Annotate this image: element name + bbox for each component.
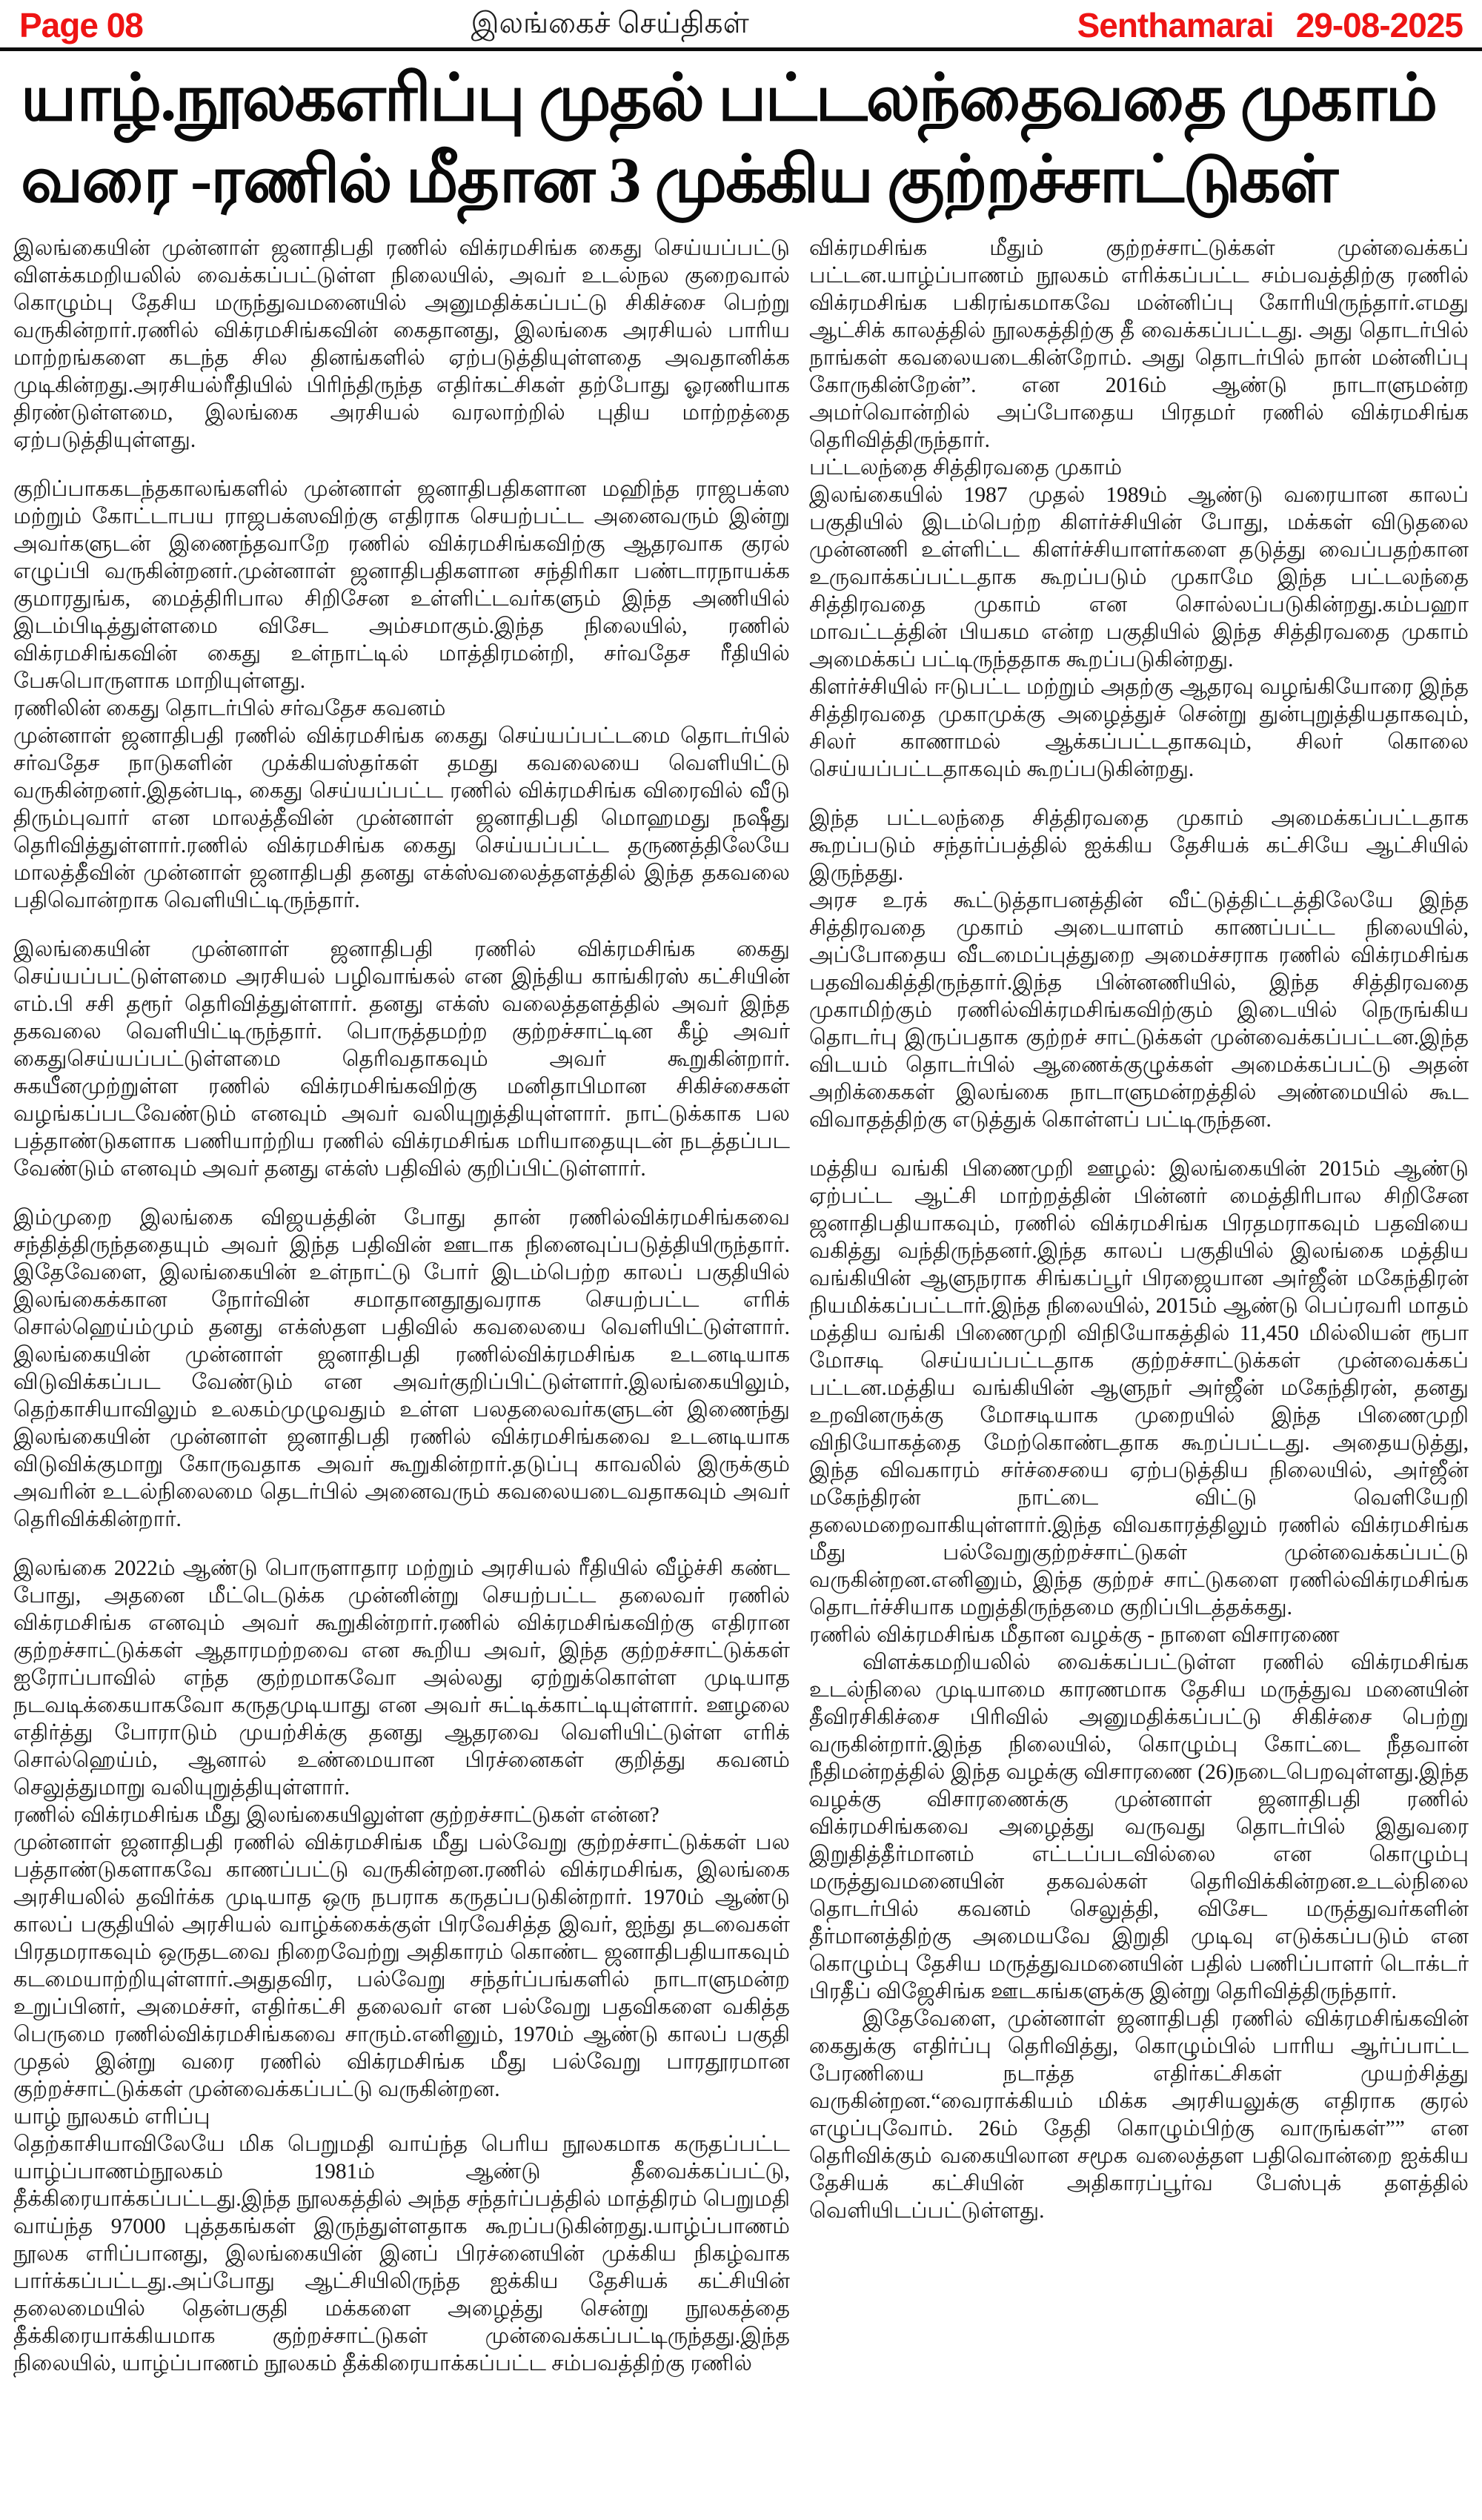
body-paragraph: கிளர்ச்சியில் ஈடுபட்ட மற்றும் அதற்கு ஆதரவு வழங்கியோரை இந்த சித்திரவதை முகாமுக்கு அழைத்துச் சென்று துன்புறுத்தியதாகவும், சிலர் காணாமல் ஆக்கப்பட்டதாகவும், சிலர் கொலை செய்யப்பட்டதாகவும் கூறப்படுகின்றது.: [809, 675, 1469, 781]
article-body: [0, 225, 1482, 2378]
body-paragraph: மத்திய வங்கி பிணைமுறி ஊழல்: இலங்கையின் 2015ம் ஆண்டு ஏற்பட்ட ஆட்சி மாற்றத்தின் பின்னர் மைத்திரிபால சிறிசேன ஜனாதிபதியாகவும், ரணில் விக்ரமசிங்க பிரதமராகவும் பதவியை வகித்து வந்திருந்தனர்.இந்த காலப் பகுதியில் இலங்கை மத்திய வங்கியின் ஆளுநராக சிங்கப்பூர் பிரஜையான அர்ஜீன் மகேந்திரன் நியமிக்கப்பட்டார்.இந்த நிலையில், 2015ம் ஆண்டு பெப்ரவரி மாதம் மத்திய வங்கி பிணைமுறி விநியோகத்தில் 11,450 மில்லியன் ரூபா மோசடி செய்யப்பட்டதாக குற்றச்சாட்டுக்கள் முன்வைக்கப் பட்டன.மத்திய வங்கியின் ஆளுநர் அர்ஜீன் மகேந்திரன், தனது உறவினருக்கு மோசடியாக முறையில் இந்த பிணைமுறி விநியோகத்தை மேற்கொண்டதாக கூறப்பட்டது. அதையடுத்து, இந்த விவகாரம் சர்ச்சையை ஏற்படுத்திய நிலையில், அர்ஜீன் மகேந்திரன் நாட்டை விட்டு வெளியேறி தலைமறைவாகியுள்ளார்.இந்த விவகாரத்திலும் ரணில் விக்ரமசிங்க மீது பல்வேறுகுற்றச்சாட்டுகள் முன்வைக்கப்பட்டு வருகின்றன.எனினும், இந்த குற்றச் சாட்டுகளை ரணில்விக்ரமசிங்க தொடர்ச்சியாக மறுத்திருந்தமை குறிப்பிடத்தக்கது.: [809, 1157, 1469, 1619]
body-paragraph: விக்ரமசிங்க மீதும் குற்றச்சாட்டுக்கள் முன்வைக்கப் பட்டன.யாழ்ப்பாணம் நூலகம் எரிக்கப்பட்ட சம்பவத்திற்கு ரணில் விக்ரமசிங்க பகிரங்கமாகவே மன்னிப்பு கோரியிருந்தார்.எமது ஆட்சிக் காலத்தில் நூலகத்திற்கு தீ வைக்கப்பட்டது. அது தொடர்பில் நாங்கள் கவலையடைகின்றோம். அது தொடர்பில் நான் மன்னிப்பு கோருகின்றேன்”. என 2016ம் ஆண்டு நாடாளுமன்ற அமர்வொன்றில் அப்போதைய பிரதமர் ரணில் விக்ரமசிங்க தெரிவித்திருந்தார்.: [809, 236, 1469, 452]
body-paragraph: இந்த பட்டலந்தை சித்திரவதை முகாம் அமைக்கப்பட்டதாக கூறப்படும் சந்தர்ப்பத்தில் ஐக்கிய தேசியக் கட்சியே ஆட்சியில் இருந்தது.: [809, 806, 1469, 885]
section-heading: ரணில் விக்ரமசிங்க மீதான வழக்கு - நாளை விசாரணை: [809, 1623, 1340, 1647]
page-number-label: Page 08: [19, 6, 143, 44]
section-heading: பட்டலந்தை சித்திரவதை முகாம்: [809, 456, 1123, 480]
body-paragraph: இலங்கை 2022ம் ஆண்டு பொருளாதார மற்றும் அரசியல் ரீதியில் வீழ்ச்சி கண்ட போது, அதனை மீட்டெடுக்க முன்னின்று செயற்பட்ட தலைவர் ரணில் விக்ரமசிங்க எனவும் அவர் கூறுகின்றார்.ரணில் விக்ரமசிங்கவிற்கு எதிரான குற்றச்சாட்டுக்கள் ஆதாரமற்றவை என கூறிய அவர், இந்த குற்றச்சாட்டுக்கள் ஐரோப்பாவில் எந்த குற்றமாகவோ அல்லது ஏற்றுக்கொள்ள முடியாத நடவடிக்கையாகவோ கருதமுடியாது என அவர் சுட்டிக்காட்டியுள்ளார். ஊழலை எதிர்த்து போராடும் முயற்சிக்கு தனது ஆதரவை வெளியிட்டுள்ள எரிக் சொல்ஹெய்ம், ஆனால் உண்மையான பிரச்னைகள் குறித்து கவனம் செலுத்துமாறு வலியுறுத்தியுள்ளார்.: [13, 1556, 790, 1800]
body-paragraph: இலங்கையின் முன்னாள் ஜனாதிபதி ரணில் விக்ரமசிங்க கைது செய்யப்பட்டுள்ளமை அரசியல் பழிவாங்கல் என இந்திய காங்கிரஸ் கட்சியின் எம்.பி சசி தரூர் தெரிவித்துள்ளார். தனது எக்ஸ் வலைத்தளத்தில் அவர் இந்த தகவலை வெளியிட்டிருந்தார். பொருத்தமற்ற குற்றச்சாட்டின கீழ் அவர் கைதுசெய்யப்பட்டுள்ளமை தெரிவதாகவும் அவர் கூறுகின்றார். சுகயீனமுற்றுள்ள ரணில் விக்ரமசிங்கவிற்கு மனிதாபிமான சிகிச்சைகள் வழங்கப்படவேண்டும் எனவும் அவர் வலியுறுத்தியுள்ளார். நாட்டுக்காக பல பத்தாண்டுகளாக பணியாற்றிய ரணில் விக்ரமசிங்க மரியாதையுடன் நடத்தப்பட வேண்டும் எனவும் அவர் தனது எக்ஸ் பதிவில் குறிப்பிட்டுள்ளார்.: [13, 938, 790, 1181]
issue-info: [1077, 5, 1463, 45]
body-paragraph: இலங்கையின் முன்னாள் ஜனாதிபதி ரணில் விக்ரமசிங்க கைது செய்யப்பட்டு விளக்கமறியலில் வைக்கப்பட்டுள்ள நிலையில், அவர் உடல்நல குறைவால் கொழும்பு தேசிய மருந்துவமனையில் அனுமதிக்கப்பட்டு சிகிச்சை பெற்று வருகின்றார்.ரணில் விக்ரமசிங்கவின் கைதானது, இலங்கை அரசியல் பாரிய மாற்றங்களை கடந்த சில தினங்களில் ஏற்படுத்தியுள்ளதை அவதானிக்க முடிகின்றது.அரசியல்ரீதியில் பிரிந்திருந்த எதிர்கட்சிகள் தற்போது ஓரணியாக திரண்டுள்ளமை, இலங்கை அரசியல் வரலாற்றில் புதிய மாற்றத்தை ஏற்படுத்தியுள்ளது.: [13, 236, 790, 452]
body-paragraph: முன்னாள் ஜனாதிபதி ரணில் விக்ரமசிங்க கைது செய்யப்பட்டமை தொடர்பில் சர்வதேச நாடுகளின் முக்கியஸ்தர்கள் தமது கவலையை வெளியிட்டு வருகின்றனர்.இதன்படி, கைது செய்யப்பட்ட ரணில் விக்ரமசிங்க விரைவில் வீடு திரும்புவார் என மாலத்தீவின் முன்னாள் ஜனாதிபதி மொஹமது நஷீது தெரிவித்துள்ளார்.ரணில் விக்ரமசிங்க கைது செய்யப்பட்ட தருணத்திலேயே மாலத்தீவின் முன்னாள் ஜனாதிபதி தனது எக்ஸ்வலைத்தளத்தில் இந்த தகவலை பதிவொன்றாக வெளியிட்டிருந்தார்.: [13, 724, 790, 912]
headline-line-2: வரை -ரணில் மீதான 3 முக்கிய குற்றச்சாட்டுகள்: [21, 145, 1338, 216]
section-heading: ரணிலின் கைது தொடர்பில் சர்வதேச கவனம்: [13, 697, 446, 720]
paper-name: Senthamarai: [1077, 6, 1274, 44]
body-paragraph: அரச உரக் கூட்டுத்தாபனத்தின் வீட்டுத்திட்டத்திலேயே இந்த சித்திரவதை முகாம் அடையாளம் காணப்பட்ட நிலையில், அப்போதைய வீடமைப்புத்துறை அமைச்சராக ரணில் விக்ரமசிங்க பதவிவகித்திருந்தார்.இந்த பின்னணியில், இந்த சித்திரவதை முகாமிற்கும் ரணில்விக்ரமசிங்கவிற்கும் இடையில் நெருங்கிய தொடர்பு இருப்பதாக குற்றச் சாட்டுக்கள் முன்வைக்கப்பட்டன.இந்த விடயம் தொடர்பில் ஆணைக்குழுக்கள் அமைக்கப்பட்டு அதன் அறிக்கைகள் இலங்கை நாடாளுமன்றத்தில் அண்மையில் கூட விவாதத்திற்கு எடுத்துக் கொள்ளப் பட்டிருந்தன.: [809, 889, 1469, 1132]
body-paragraph: முன்னாள் ஜனாதிபதி ரணில் விக்ரமசிங்க மீது பல்வேறு குற்றச்சாட்டுக்கள் பல பத்தாண்டுகளாகவே காணப்பட்டு வருகின்றன.ரணில் விக்ரமசிங்க, இலங்கை அரசியலில் தவிர்க்க முடியாத ஒரு நபராக கருதப்படுகின்றார். 1970ம் ஆண்டு காலப் பகுதியில் அரசியல் வாழ்க்கைக்குள் பிரவேசித்த இவர், ஐந்து தடவைகள் பிரதமராகவும் ஒருதடவை நிறைவேற்று அதிகாரம் கொண்ட ஜனாதிபதியாகவும் கடமையாற்றியுள்ளார்.அதுதவிர, பல்வேறு சந்தர்ப்பங்களில் நாடாளுமன்ற உறுப்பினர், அமைச்சர், எதிர்கட்சி தலைவர் என பல்வேறு பதவிகளை வகித்த பெருமை ரணில்விக்ரமசிங்கவை சாரும்.எனினும், 1970ம் ஆண்டு காலப் பகுதி முதல் இன்று வரை ரணில் விக்ரமசிங்க மீது பல்வேறு பாரதூரமான குற்றச்சாட்டுக்கள் முன்வைக்கப்பட்டு வருகின்றன.: [13, 1831, 790, 2101]
section-heading: ரணில் விக்ரமசிங்க மீது இலங்கையிலுள்ள குற்றச்சாட்டுகள் என்ன?: [13, 1803, 659, 1827]
main-headline: [0, 51, 1482, 225]
body-paragraph: இம்முறை இலங்கை விஜயத்தின் போது தான் ரணில்விக்ரமசிங்கவை சந்தித்திருந்ததையும் அவர் இந்த பதிவின் ஊடாக நினைவுப்படுத்தியிருந்தார். இதேவேளை, இலங்கையின் உள்நாட்டு போர் இடம்பெற்ற காலப் பகுதியில் இலங்கைக்கான நோர்வின் சமாதானதூதுவராக செயற்பட்ட எரிக் சொல்ஹெய்ம்மும் தனது எக்ஸ்தள பதிவில் கவலையை வெளியிட்டுள்ளார். இலங்கையின் முன்னாள் ஜனாதிபதி ரணில்விக்ரமசிங்க உடனடியாக விடுவிக்கப்பட வேண்டும் என அவர்குறிப்பிட்டுள்ளார்.இலங்கையிலும், தெற்காசியாவிலும் உலகம்முழுவதும் உள்ள பலதலைவர்களுடன் இணைந்து இலங்கையின் முன்னாள் ஜனாதிபதி ரணில் விக்ரமசிங்கவை உடனடியாக விடுவிக்குமாறு கோருவதாக அவர் கூறுகின்றார்.தடுப்பு காவலில் இருக்கும் அவரின் உடல்நிலைமை தெடர்பில் அனைவரும் கவலையடைவதாகவும் அவர் தெரிவிக்கின்றார்.: [13, 1206, 790, 1531]
masthead-title: இலங்கைச் செய்திகள்: [471, 7, 749, 39]
right-column: [809, 235, 1469, 2378]
headline-line-1: யாழ்.நூலகஎரிப்பு முதல் பட்டலந்தைவதை முகாம்: [21, 63, 1437, 135]
body-paragraph: தெற்காசியாவிலேயே மிக பெறுமதி வாய்ந்த பெரிய நூலகமாக கருதப்பட்ட யாழ்ப்பாணம்நூலகம் 1981ம் ஆண்டு தீவைக்கப்பட்டு, தீக்கிரையாக்கப்பட்டது.இந்த நூலகத்தில் அந்த சந்தர்ப்பத்தில் மாத்திரம் பெறுமதி வாய்ந்த 97000 புத்தகங்கள் இருந்துள்ளதாக கூறப்படுகின்றது.யாழ்ப்பாணம் நூலக எரிப்பானது, இலங்கையின் இனப் பிரச்னையின் முக்கிய நிகழ்வாக பார்க்கப்பட்டது.அப்போது ஆட்சியிலிருந்த ஐக்கிய தேசியக் கட்சியின் தலைமையில் தென்பகுதி மக்களை அழைத்து சென்று நூலகத்தை தீக்கிரையாக்கியமாக குற்றச்சாட்டுகள் முன்வைக்கப்பட்டிருந்தது.இந்த நிலையில், யாழ்ப்பாணம் நூலகம் தீக்கிரையாக்கப்பட்ட சம்பவத்திற்கு ரணில்: [13, 2132, 790, 2375]
body-paragraph: இதேவேளை, முன்னாள் ஜனாதிபதி ரணில் விக்ரமசிங்கவின் கைதுக்கு எதிர்ப்பு தெரிவித்து, கொழும்பில் பாரிய ஆர்ப்பாட்ட பேரணியை நடாத்த எதிர்கட்சிகள் முயற்சித்து வருகின்றன.“வைராக்கியம் மிக்க அரசியலுக்கு எதிராக குரல் எழுப்புவோம். 26ம் தேதி கொழும்பிற்கு வாருங்கள்”” என தெரிவிக்கும் வகையிலான சமூக வலைத்தள பதிவொன்றை ஐக்கிய தேசியக் கட்சியின் அதிகாரப்பூர்வ பேஸ்புக் தளத்தில் வெளியிடப்பட்டுள்ளது.: [809, 2007, 1469, 2223]
left-column: [13, 235, 790, 2378]
page-header: [0, 0, 1482, 51]
body-paragraph: விளக்கமறியலில் வைக்கப்பட்டுள்ள ரணில் விக்ரமசிங்க உடல்நிலை முடியாமை காரணமாக தேசிய மருத்துவ மனையின் தீவிரசிகிச்சை பிரிவில் அனுமதிக்கப்பட்டு சிகிச்சை பெற்று வருகின்றார்.இந்த நிலையில், கொழும்பு கோட்டை நீதவான் நீதிமன்றத்தில் இந்த வழக்கு விசாரணை (26)நடைபெறவுள்ளது.இந்த வழக்கு விசாரணைக்கு முன்னாள் ஜனாதிபதி ரணில் விக்ரமசிங்கவை அழைத்து வருவது தொடர்பில் இதுவரை இறுதித்தீர்மானம் எட்டப்படவில்லை என கொழும்பு மருத்துவமனையின் தகவல்கள் தெரிவிக்கின்றன.உடல்நிலை தொடர்பில் கவனம் செலுத்தி, விசேட மருத்துவர்களின் தீர்மானத்திற்கு அமையவே இறுதி முடிவு எடுக்கப்படும் என கொழும்பு தேசிய மருத்துவமனையின் பதில் பணிப்பாளர் டொக்டர் பிரதீப் விஜேசிங்க ஊடகங்களுக்கு இன்று தெரிவித்திருந்தார்.: [809, 1651, 1469, 2003]
issue-date: 29-08-2025: [1295, 6, 1463, 44]
section-heading: யாழ் நூலகம் எரிப்பு: [13, 2105, 210, 2129]
body-paragraph: குறிப்பாககடந்தகாலங்களில் முன்னாள் ஜனாதிபதிகளான மஹிந்த ராஜபக்ஸ மற்றும் கோட்டாபய ராஜபக்ஸவிற்கு எதிராக செயற்பட்ட அனைவரும் இன்று அவர்களுடன் இணைந்தவாறே ரணில் விக்ரமசிங்கவிற்கு ஆதரவாக குரல் எழுப்பி வருகின்றனர்.முன்னாள் ஜனாதிபதிகளான சந்திரிகா பண்டாரநாயக்க குமாரதுங்க, மைத்திரிபால சிறிசேன உள்ளிட்டவர்களும் இந்த அணியில் இடம்பிடித்துள்ளமை விசேட அம்சமாகும்.இந்த நிலையில், ரணில் விக்ரமசிங்கவின் கைது உள்நாட்டில் மாத்திரமன்றி, சர்வதேச ரீதியில் பேசுபொருளாக மாறியுள்ளது.: [13, 477, 790, 693]
body-paragraph: இலங்கையில் 1987 முதல் 1989ம் ஆண்டு வரையான காலப் பகுதியில் இடம்பெற்ற கிளர்ச்சியின் போது, மக்கள் விடுதலை முன்னணி உள்ளிட்ட கிளர்ச்சியாளர்களை தடுத்து வைப்பதற்கான உருவாக்கப்பட்டதாக கூறப்படும் முகாமே இந்த பட்டலந்தை சித்திரவதை முகாம் என சொல்லப்படுகின்றது.கம்பஹா மாவட்டத்தின் பியகம என்ற பகுதியில் இந்த சித்திரவதை முகாம் அமைக்கப் பட்டிருந்ததாக கூறப்படுகின்றது.: [809, 483, 1469, 672]
